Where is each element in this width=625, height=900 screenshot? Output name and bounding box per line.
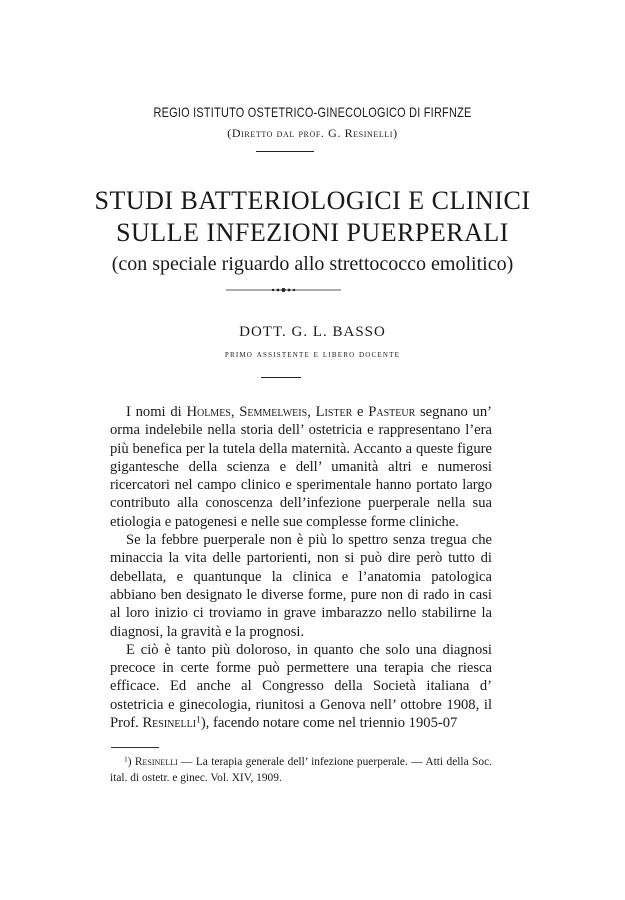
footnote-number: 1 <box>124 754 128 764</box>
paragraph-3 <box>110 641 492 732</box>
name-lister: Lister <box>315 404 353 420</box>
footnote-citation: — La terapia generale dell’ infezione puerperale. — Atti della Soc. ital. di ostetr. e ginec. Vol. XIV, 1909. <box>110 756 492 784</box>
footnote-ref: 1 <box>196 715 201 726</box>
p3-text-b: ), facendo notare come nel triennio 1905-07 <box>200 715 458 732</box>
article-body <box>110 403 492 732</box>
p1-sep-1: , <box>230 404 240 420</box>
p1-text-b: segnano un’ orma indelebile nella storia dell’ ostetricia e rappresentano l’era più benefica per la tutela della maternità. Accanto a queste figure gigantesche della scienza e dell’ umanità altri e numerosi ricercatori nel campo clinico e sperimentale hanno portato largo contributo alla conoscenza dell’infezione puerperale nella sua etiologia e patogenesi e nelle sue complesse forme cliniche. <box>110 404 492 530</box>
footnote-author: Resinelli <box>134 756 178 768</box>
title-line-1: STUDI BATTERIOLOGICI E CLINICI <box>94 186 531 215</box>
title-line-2: SULLE INFEZIONI PUERPERALI <box>116 218 509 247</box>
footnote-divider <box>111 747 159 748</box>
footnote-marker: ) <box>127 756 135 768</box>
paragraph-2: Se la febbre puerperale non è più lo spettro senza tregua che minaccia la vita delle partorienti, non si può dire però tutto di debellata, e quantunque la clinica e l’anatomia patologica abbiano ben designato le diverse forme, pure non di rado in casi al loro inizio ci troviamo in grave imbarazzo nello stabilirne la diagnosi, la gravità e la prognosi. <box>110 532 492 640</box>
footnote <box>110 755 492 786</box>
name-holmes: Holmes <box>186 404 231 420</box>
p1-text-a: I nomi di <box>126 404 187 420</box>
author-role: primo assistente e libero docente <box>224 349 401 360</box>
title-subtitle: (con speciale riguardo allo strettococco emolitico) <box>111 253 514 275</box>
director-line: (Diretto dal prof. G. Resinelli) <box>227 126 398 140</box>
p1-sep-3: e <box>352 404 369 420</box>
author-divider <box>261 377 301 378</box>
footnote-text <box>110 755 492 786</box>
name-pasteur: Pasteur <box>368 404 416 420</box>
p1-sep-2: , <box>307 404 316 420</box>
name-resinelli: Resinelli <box>142 715 197 732</box>
name-semmelweis: Semmelweis <box>239 404 308 420</box>
p3-text-a: E ciò è tanto più doloroso, in quanto che solo una diagnosi precoce in certe forme può permettere una terapia che riesca efficace. Ed anche al Congresso della Società italiana d’ ostetricia e ginecologia, riunitosi a Genova nell’ ottobre 1908, il Prof. <box>110 641 492 732</box>
ornamental-divider <box>226 286 341 294</box>
author-name: DOTT. G. L. BASSO <box>239 324 386 340</box>
institute-heading: REGIO ISTITUTO OSTETRICO-GINECOLOGICO DI FIRFNZE <box>153 104 472 120</box>
paragraph-1 <box>110 403 492 531</box>
header-divider <box>256 151 314 152</box>
